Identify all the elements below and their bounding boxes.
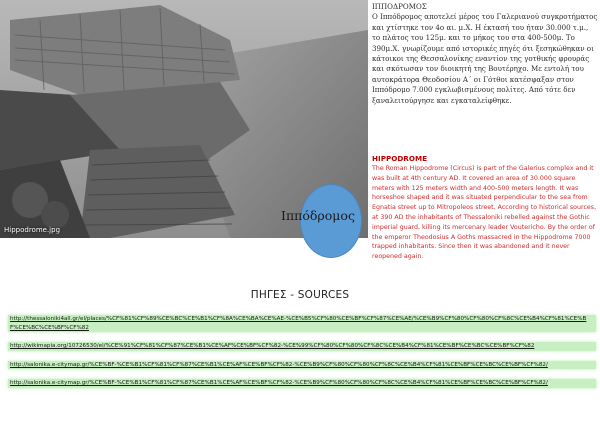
english-text-section — [372, 154, 598, 262]
source-link-4[interactable]: http://salonika.e-citymap.gr/%CE%BF-%CE%B1%CF%81%CF%87%CE%B1%CE%AF%CE%BF%CF%82-%CE%B9%CF%80%CF%80%CF%8C%CE%B4%CF%81%CE%BF%CE%BC%CE%BF%CF%82/ — [8, 379, 596, 388]
greek-text-section — [372, 2, 598, 106]
circle-label: Ιππόδρομος — [281, 208, 355, 223]
sources-title: ΠΗΓΕΣ - SOURCES — [250, 289, 350, 301]
source-link-3[interactable]: http://salonika.e-citymap.gr/%CE%BF-%CE%B1%CF%81%CF%87%CE%B1%CE%AF%CE%BF%CF%82-%CE%B9%CF%80%CF%80%CF%8C%CE%B4%CF%81%CE%BF%CE%BC%CE%BF%CF%82/ — [8, 361, 596, 370]
photo-caption: Hippodrome.jpg — [4, 226, 61, 234]
english-title: HIPPODROME — [372, 154, 428, 163]
greek-title: ΙΠΠΟΔΡΟΜΟΣ — [372, 2, 427, 11]
source-link-2[interactable]: http://wikimapia.org/10726530/el/%CE%91%CF%81%CF%87%CE%B1%CE%AF%CE%BF%CF%82-%CE%99%CF%80%CF%80%CF%8C%CE%B4%CF%81%CE%BF%CE%BC%CE%BF%CF%82 — [8, 342, 596, 351]
english-body: The Roman Hippodrome (Circus) is part of the Galerius complex and it was built at 4th century AD. It covered an area of 30.000 square meters with 125 meters width and 400-500 meters length. It was horseshoe shaped and it was situated perpendicular to the sea from Egnatia street up to Mitropoleos street. According to historical sources, at 390 AD the inhabitants of Thessaloniki rebelled against the Gothic imperial guard, killing its mercenary leader Vouterichο. By the order of the emperor Theodosius A Goths massacred in the Hippodrome 7000 trapped inhabitants. Since then it was abandoned and it never reopened again. — [372, 165, 597, 261]
source-link-1[interactable]: http://thessaloniki4all.gr/el/places/%CF%81%CF%89%CE%BC%CE%B1%CF%8A%CE%BA%CE%AE-%CE%B5%CF%80%CE%BF%CF%87%CE%AE/%CE%B9%CF%80%CF%80%CF%8C%CE%B4%CF%81%CE%BF%CE%BC%CE%BF%CF%82 — [8, 315, 596, 332]
sources-list — [8, 315, 596, 398]
greek-body: Ο Ιππόδρομος αποτελεί μέρος του Γαλεριανού συγκροτήματος και χτίστηκε τον 4ο αι. μ.Χ. Η έκτασή του ήταν 30.000 τ.μ., το πλάτος του 125μ. και το μήκος του στα 400-500μ. Το 390μ.Χ. γνωρίζουμε από ιστορικές πηγές ότι ξεσηκώθηκαν οι κάτοικοι της Θεσσαλονίκης εναντίον της γοτθικής φρουράς και σκότωσαν τον διοικητή της Βουτέρηχο. Με εντολή του αυτοκράτορα Θεοδοσίου Α΄ οι Γότθοι κατέσφαξαν στον Ιππόδρομο 7.000 εγκλωβισμένους πολίτες. Από τότε δεν ξαναλειτούργησε και εγκαταλείφθηκε. — [372, 12, 598, 105]
